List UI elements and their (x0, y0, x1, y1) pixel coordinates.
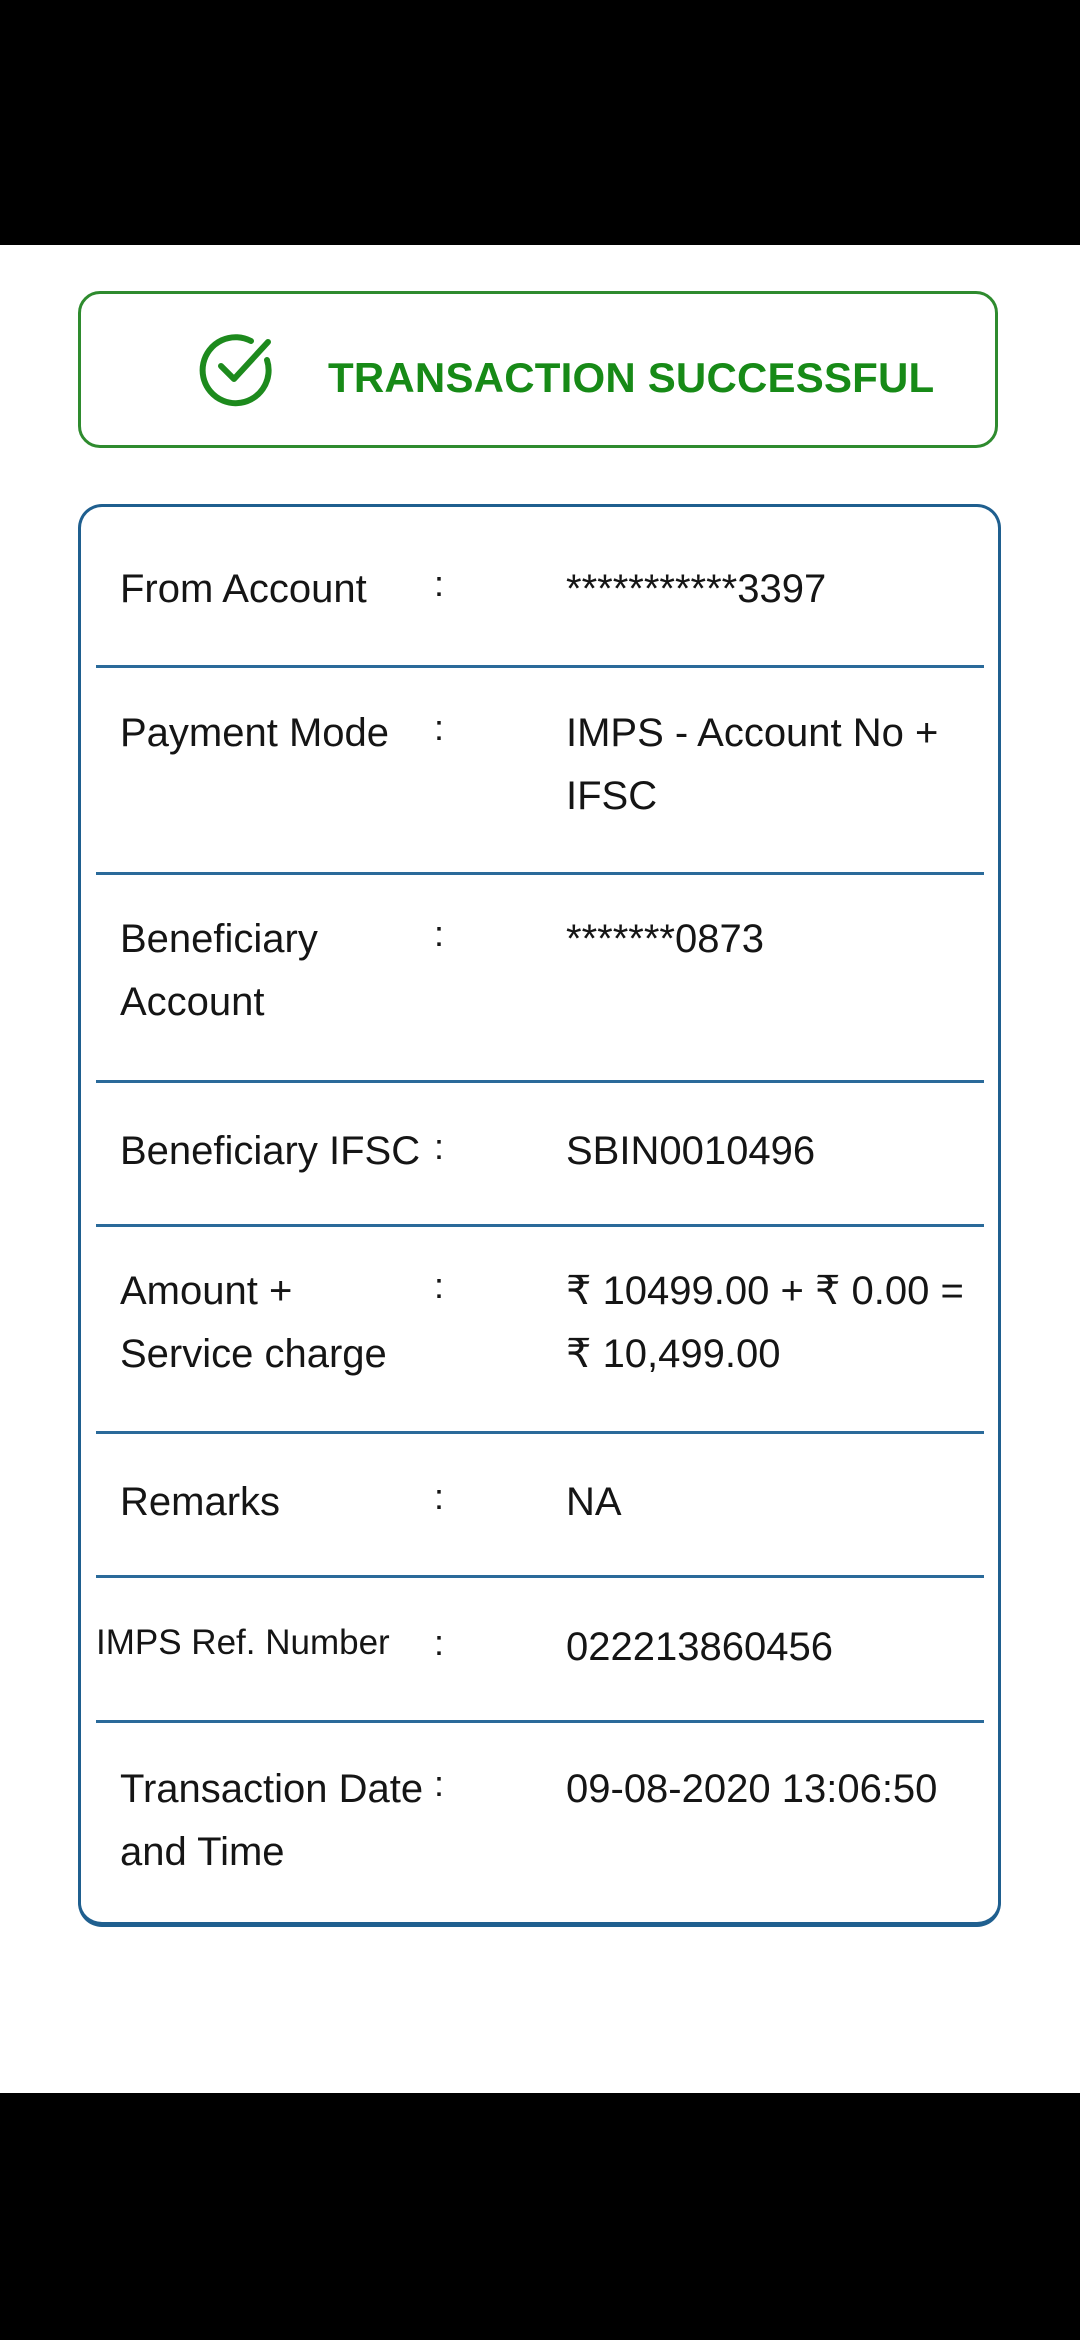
row-imps-ref (96, 1578, 984, 1723)
transaction-receipt (0, 245, 1080, 2093)
row-value: 09-08-2020 13:06:50 (566, 1767, 938, 1811)
row-label: Beneficiary IFSC (120, 1129, 421, 1173)
row-separator: : (434, 1476, 445, 1517)
row-value: ₹ 10499.00 + ₹ 0.00 = ₹ 10,499.00 (566, 1269, 964, 1376)
check-circle-icon (196, 326, 278, 408)
row-value: IMPS - Account No + IFSC (566, 711, 939, 818)
row-label: Transaction Date and Time (120, 1767, 424, 1874)
row-separator: : (434, 1265, 445, 1306)
row-separator: : (434, 1763, 445, 1804)
row-label: From Account (120, 567, 367, 611)
row-separator: : (434, 913, 445, 954)
success-title: TRANSACTION SUCCESSFUL (328, 354, 935, 401)
transaction-details-card (78, 504, 1001, 1927)
status-bar-area (0, 0, 1080, 245)
row-value: 022213860456 (566, 1625, 833, 1669)
row-separator: : (434, 1622, 445, 1663)
row-remarks (96, 1434, 984, 1578)
row-separator: : (434, 707, 445, 748)
row-value: SBIN0010496 (566, 1129, 816, 1173)
row-label: Payment Mode (120, 711, 390, 755)
row-value: NA (566, 1480, 622, 1524)
row-value: *******0873 (566, 917, 764, 961)
row-beneficiary-account (96, 875, 984, 1083)
row-label: Remarks (120, 1480, 281, 1524)
row-separator: : (434, 1126, 445, 1167)
row-beneficiary-ifsc (96, 1083, 984, 1227)
row-separator: : (434, 563, 445, 604)
row-label: Amount + Service charge (120, 1269, 387, 1376)
navigation-bar-area (0, 2093, 1080, 2340)
row-transaction-date (96, 1723, 984, 1918)
row-label: IMPS Ref. Number (96, 1623, 390, 1662)
row-value: ***********3397 (566, 567, 827, 611)
row-payment-mode (96, 668, 984, 875)
row-from-account (96, 507, 984, 668)
row-label: Beneficiary Account (120, 917, 318, 1024)
row-amount (96, 1227, 984, 1434)
success-banner (78, 291, 998, 448)
